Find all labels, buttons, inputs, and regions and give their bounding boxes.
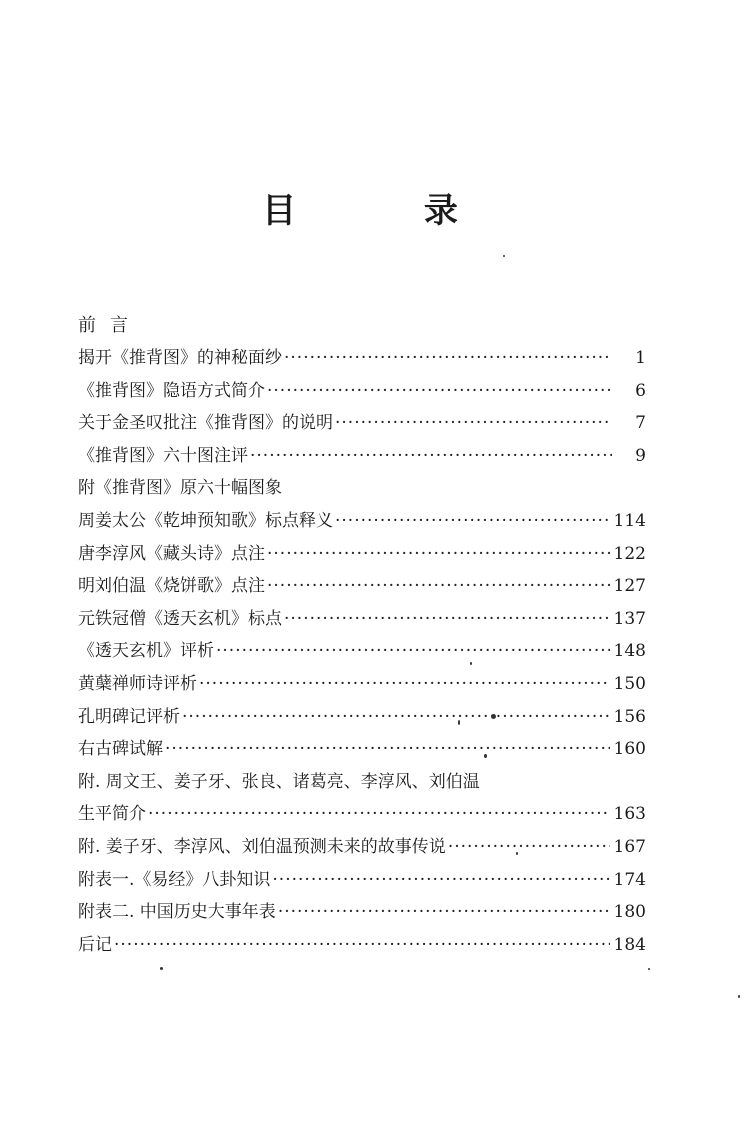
scan-speck (458, 720, 460, 725)
toc-entry-label: 关于金圣叹批注《推背图》的说明 (78, 413, 333, 434)
toc-entry-page: 1 (635, 348, 646, 368)
toc-entry (78, 668, 646, 701)
dot-leader (284, 603, 610, 636)
scan-speck (484, 754, 487, 758)
dot-leader (114, 929, 610, 962)
toc-entry-page: 6 (635, 380, 646, 401)
toc-entry-page: 156 (613, 706, 646, 727)
toc-entry (78, 635, 646, 668)
dot-leader (284, 342, 612, 375)
toc-entry-page: 180 (613, 902, 646, 923)
toc-entry (78, 570, 646, 603)
toc-entry-label: 附《推背图》原六十幅图象 (78, 478, 282, 499)
toc-entry-label: 附. 周文王、姜子牙、张良、诸葛亮、李淳风、刘伯温 (78, 771, 480, 792)
toc-entry-label: 生平简介 (78, 804, 146, 825)
dot-leader (216, 635, 610, 668)
toc-entry (78, 505, 646, 538)
scan-speck (738, 995, 740, 998)
preface-heading: 前言 (78, 315, 142, 336)
toc-entry-page: 150 (613, 673, 646, 694)
scan-speck (648, 968, 650, 970)
dot-leader (250, 440, 612, 473)
scan-speck (503, 255, 505, 257)
toc-entry (78, 701, 646, 734)
toc-entry (78, 766, 646, 799)
toc-entry (78, 440, 646, 473)
dot-leader (267, 375, 612, 408)
toc-entry-label: 《推背图》隐语方式简介 (78, 380, 265, 401)
toc-entry (78, 342, 646, 375)
toc-entry-page: 163 (613, 804, 646, 825)
toc-entry (78, 538, 646, 571)
scan-speck (516, 852, 518, 855)
toc-entry-label: 后记 (78, 934, 112, 955)
toc-entry (78, 375, 646, 408)
toc-entry-label: 附表一.《易经》八卦知识 (78, 869, 271, 890)
toc-entry-page: 122 (613, 543, 646, 564)
scan-speck (491, 714, 496, 719)
toc-entry-label: 揭开《推背图》的神秘面纱 (78, 348, 282, 368)
toc-entry-page: 167 (613, 836, 646, 857)
toc-entry (78, 896, 646, 929)
toc-entry-label: 孔明碑记评析 (78, 706, 180, 727)
toc-entry (78, 864, 646, 897)
toc-entry-label: 附. 姜子牙、李淳风、刘伯温预测未来的故事传说 (78, 836, 446, 857)
scan-speck (470, 662, 472, 665)
toc-entry-page: 127 (613, 576, 646, 597)
dot-leader (148, 798, 610, 831)
toc-entry-page: 114 (613, 510, 646, 531)
table-of-contents (78, 310, 646, 961)
toc-entry (78, 603, 646, 636)
toc-entry-label: 黄蘖禅师诗评析 (78, 673, 197, 694)
toc-entry (78, 407, 646, 440)
toc-entry-label: 《透天玄机》评析 (78, 641, 214, 662)
toc-entry-label: 右古碑试解 (78, 739, 163, 760)
toc-entry-label: 元铁冠僧《透天玄机》标点 (78, 608, 282, 629)
dot-leader (267, 570, 610, 603)
toc-entry (78, 472, 646, 505)
toc-entry-label: 明刘伯温《烧饼歌》点注 (78, 576, 265, 597)
toc-entry-label: 唐李淳风《藏头诗》点注 (78, 543, 265, 564)
dot-leader (272, 864, 609, 897)
dot-leader (335, 505, 610, 538)
toc-entry-page: 137 (613, 608, 646, 629)
dot-leader (182, 701, 610, 734)
toc-entry-page: 7 (635, 413, 646, 434)
toc-entry (78, 929, 646, 962)
toc-entry-page: 148 (613, 641, 646, 662)
scan-speck (160, 967, 163, 970)
toc-entry-page: 9 (635, 445, 646, 466)
toc-entry-label: 附表二. 中国历史大事年表 (78, 902, 276, 923)
toc-entry (78, 733, 646, 766)
toc-entry-label: 《推背图》六十图注评 (78, 445, 248, 466)
toc-entry-label: 周姜太公《乾坤预知歌》标点释义 (78, 510, 333, 531)
dot-leader (278, 896, 610, 929)
toc-entry (78, 798, 646, 831)
page-title: 目 录 (262, 191, 516, 231)
dot-leader (448, 831, 610, 864)
dot-leader (267, 538, 610, 571)
dot-leader (335, 407, 612, 440)
toc-entry-page: 160 (613, 739, 646, 760)
dot-leader (199, 668, 610, 701)
dot-leader (165, 733, 610, 766)
toc-entry (78, 831, 646, 864)
toc-entry-page: 174 (613, 869, 646, 890)
toc-entry-page: 184 (613, 934, 646, 955)
